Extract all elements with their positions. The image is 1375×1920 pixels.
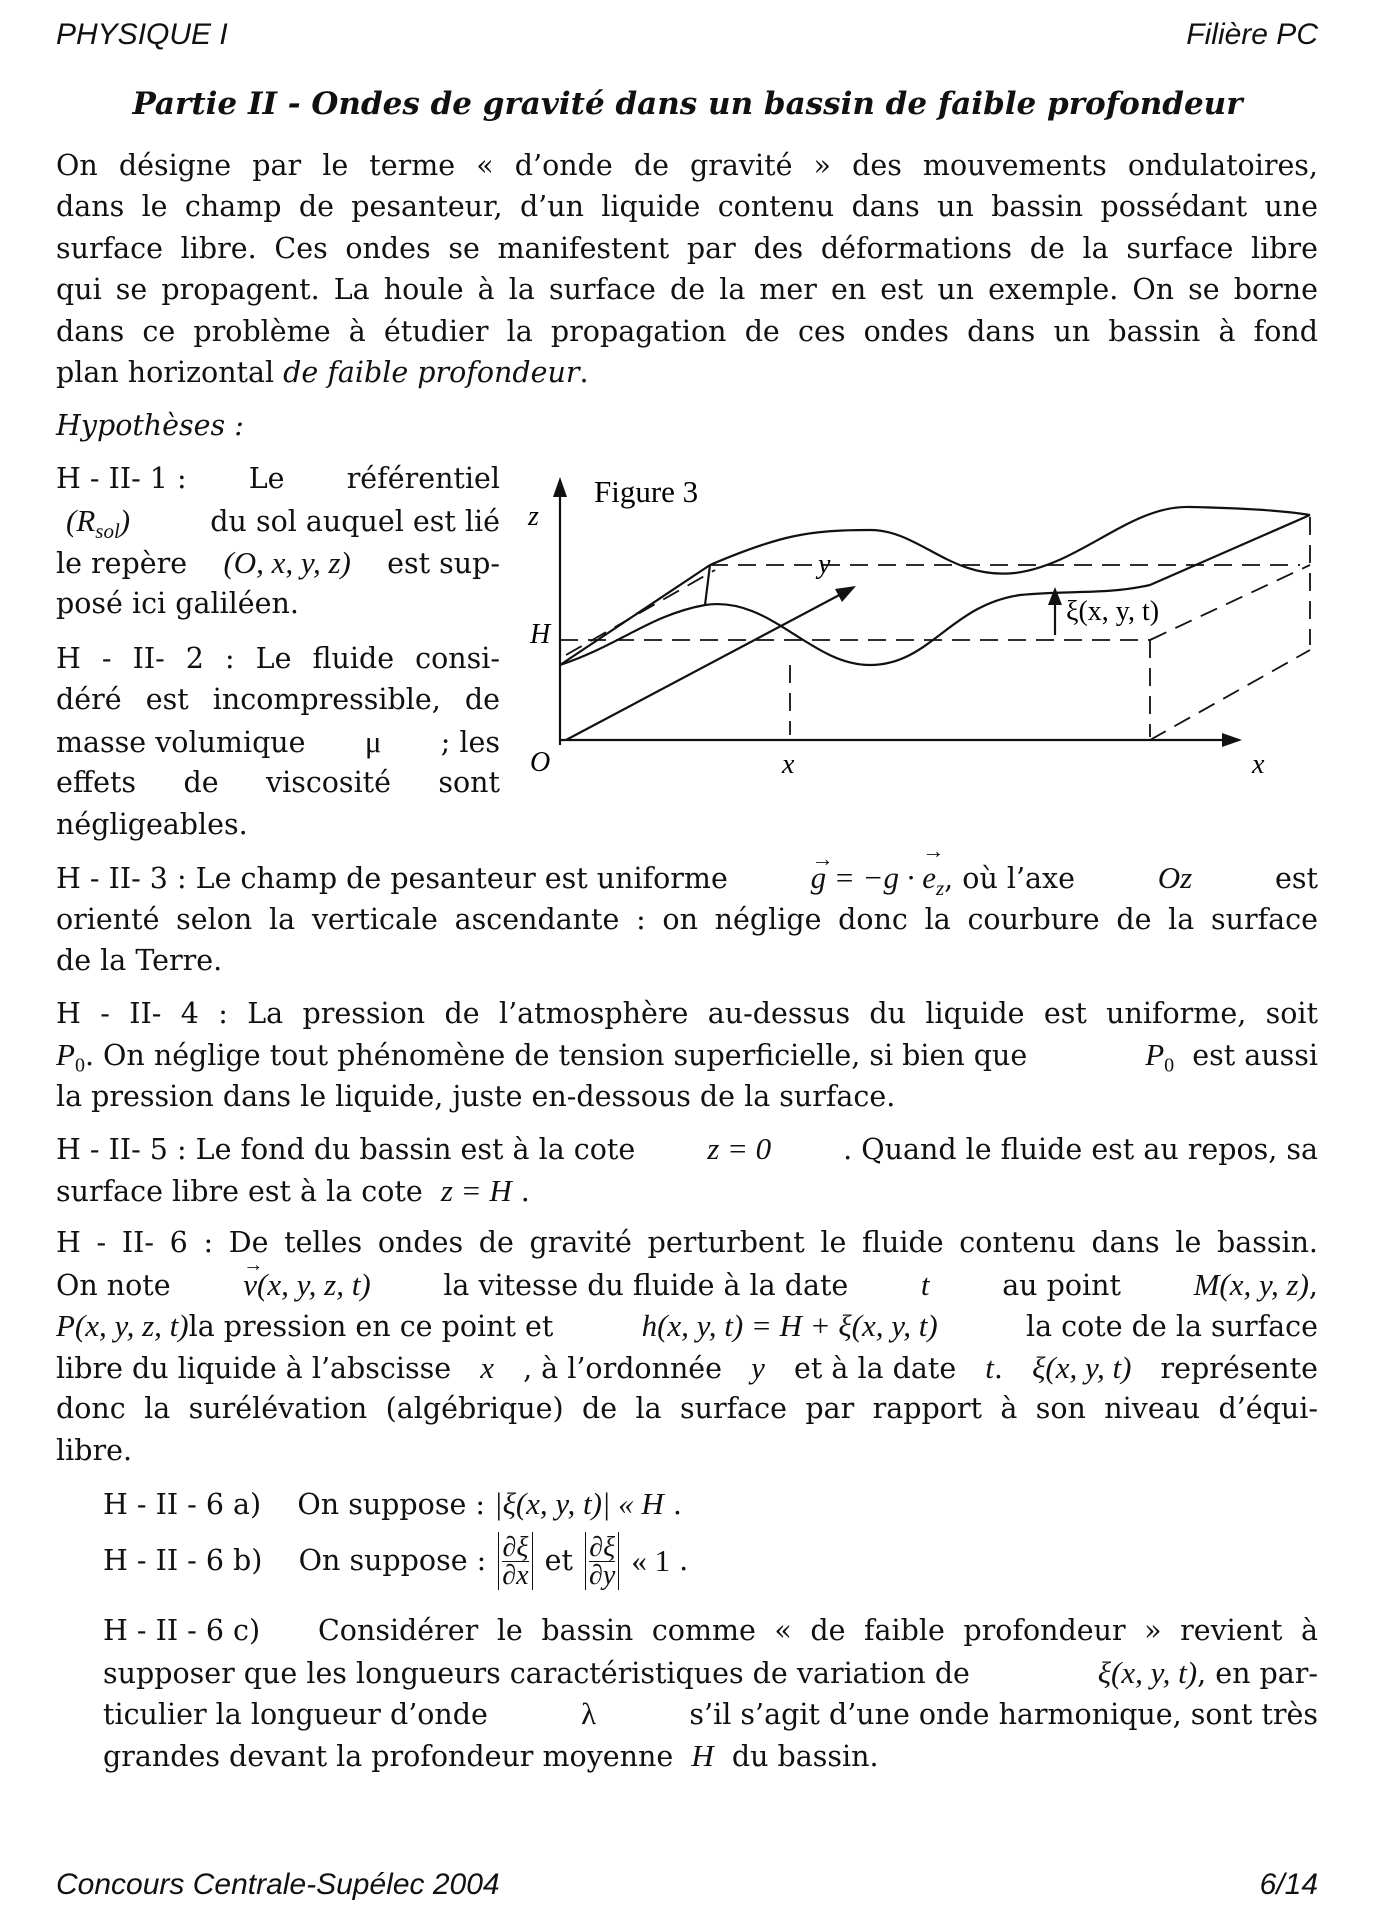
h2-mu-line (56, 721, 500, 764)
r-sol-sub: sol (95, 519, 120, 544)
h6-line-2 (56, 1254, 1318, 1307)
h6b-label: H - II - 6 b) (103, 1544, 263, 1578)
intro-line: qui se propagent. La houle à la surface de la mer en est un exemple. On se borne (56, 273, 1318, 306)
h6c-label: H - II - 6 c) (103, 1614, 261, 1647)
h6c-line-2 (103, 1652, 1318, 1695)
r-sol-close: ) (119, 503, 131, 538)
back-surface-curve (710, 507, 1310, 574)
h6b-line (103, 1526, 688, 1596)
h6-line-5: donc la surélévation (algébrique) de la surface par rapport à son niveau d’équi- (56, 1392, 1318, 1425)
h6b-compare: « 1 (631, 1543, 671, 1579)
h1-label: H - II- 1 : (56, 462, 187, 495)
z-axis-label: z (528, 501, 539, 532)
figure-label: Figure 3 (594, 474, 699, 509)
xi-label: ξ(x, y, t) (1066, 596, 1160, 627)
t-math: t (920, 1267, 930, 1302)
x-math: x (480, 1350, 494, 1385)
vector-arrow-icon: → (811, 846, 834, 871)
z-zero-math: z = 0 (707, 1131, 772, 1166)
h6-line-4-c: et à la date (794, 1352, 957, 1385)
abs-bar (498, 1532, 499, 1590)
h6c-line-1-text: Considérer le bassin comme « de faible profondeur » revient à (318, 1614, 1318, 1647)
abs-bar (618, 1532, 619, 1590)
intro-last-text: plan horizontal (56, 356, 284, 389)
h6a-label: H - II - 6 a) (103, 1488, 262, 1521)
h1-line-4: posé ici galiléen. (56, 587, 299, 620)
intro-last-italic: de faible profondeur (283, 356, 580, 389)
h6-line-4-d: . (993, 1352, 1003, 1385)
h6a-math: |ξ(x, y, t)| « H (494, 1486, 664, 1521)
h2-line: négligeables. (56, 808, 248, 841)
h5-a: H - II- 5 : Le fond du bassin est à la cote (56, 1133, 636, 1166)
h6b-end: . (679, 1544, 689, 1578)
e-vector-sub: z (935, 876, 945, 901)
y-axis-label: y (818, 549, 831, 580)
h6-au-point: au point (1002, 1269, 1121, 1302)
abs-bar (532, 1532, 533, 1590)
h1-line-3 (56, 542, 500, 585)
h3-mid: , où l’axe (944, 862, 1075, 895)
h4-line-2-a: . On néglige tout phénomène de tension superficielle, si bien que (84, 1039, 1028, 1072)
h6-line-4-a: libre du liquide à l’abscisse (56, 1352, 452, 1385)
h2-line: déré est incompressible, de (56, 683, 500, 716)
h4-line-3: la pression dans le liquide, juste en-dessous de la surface. (56, 1080, 896, 1113)
h6-line-3 (56, 1305, 1318, 1348)
intro-last-end: . (579, 356, 589, 389)
h6-line-3-a: la pression en ce point et (188, 1310, 554, 1343)
dxi-dx-fraction (502, 1531, 529, 1591)
r-sol-r: (R (66, 503, 96, 538)
h6c-line-4-a: grandes devant la profondeur moyenne (103, 1740, 674, 1773)
h1-line-3-head: le repère (56, 547, 188, 580)
h6a-end: . (672, 1488, 682, 1521)
h6c-line-2-a: supposer que les longueurs caractéristiques de variation de (103, 1657, 970, 1690)
p0-symbol: P (1145, 1037, 1165, 1072)
h6-line-4 (56, 1347, 1318, 1390)
left-dashed-diagonal (566, 570, 715, 655)
p-math: P(x, y, z, t) (56, 1308, 189, 1343)
h2-mu-tail: ; les (440, 726, 500, 759)
hypotheses-label: Hypothèses : (56, 409, 244, 442)
x-tick-label: x (782, 749, 795, 780)
h6c-line-3-b: s’il s’agit d’une onde harmonique, sont très (689, 1698, 1318, 1731)
H-label: H (530, 619, 551, 650)
v-vector: v (243, 1267, 258, 1302)
header-right: Filière PC (1186, 18, 1318, 51)
h3-tail: est (1275, 862, 1318, 895)
h6-line-4-b: , à l’ordonnée (523, 1352, 723, 1385)
m-comma: , (1308, 1269, 1318, 1302)
h3-head: H - II- 3 : Le champ de pesanteur est uniforme (56, 862, 728, 895)
m-point-math: M(x, y, z) (1193, 1267, 1309, 1302)
intro-line: surface libre. Ces ondes se manifestent par des déformations de la surface libre (56, 232, 1318, 265)
figure-3 (510, 455, 1330, 815)
h6c-line-3 (103, 1693, 1318, 1736)
xi-math: ξ(x, y, t) (1032, 1350, 1132, 1385)
p0-symbol: P (56, 1037, 75, 1072)
h1-line-3-tail: est sup- (387, 547, 500, 580)
front-surface-curve (560, 585, 1150, 665)
h-equation: h(x, y, t) = H + ξ(x, y, t) (641, 1308, 938, 1343)
g-equals: = −g · (833, 860, 915, 895)
intro-last-line (56, 352, 1318, 394)
h1-line-2-tail: du sol auquel est lié (210, 505, 500, 538)
h3-line-3: de la Terre. (56, 944, 223, 977)
left-vertical-edge (705, 565, 710, 605)
m-point (1194, 1264, 1318, 1307)
h6-on-note: On note (56, 1269, 171, 1302)
h1-word: référentiel (346, 462, 500, 495)
y-math: y (751, 1350, 765, 1385)
z-h-math: z = H (440, 1173, 512, 1208)
H-math: H (691, 1738, 714, 1773)
h6-line-3-start (56, 1305, 553, 1348)
mu-symbol: μ (364, 724, 382, 759)
lambda-symbol: λ (581, 1696, 597, 1731)
e-vector: e (922, 860, 936, 895)
t-math: t (985, 1350, 994, 1385)
frac-numerator: ∂ξ (589, 1531, 616, 1563)
frac-denominator: ∂y (589, 1559, 616, 1591)
O-label: O (530, 747, 551, 778)
x-axis-arrowhead (1222, 733, 1242, 747)
abs-bar (585, 1532, 586, 1590)
y-axis-arrowhead (835, 586, 856, 602)
right-dashed-diagonal (1150, 565, 1310, 640)
h6-line-1: H - II- 6 : De telles ondes de gravité perturbent le fluide contenu dans le bassin. (56, 1226, 1318, 1259)
h6a-line (103, 1483, 682, 1526)
h6c-line-3-a: ticulier la longueur d’onde (103, 1698, 488, 1731)
h3-line-2: orienté selon la verticale ascendante : on néglige donc la courbure de la surface (56, 903, 1318, 936)
footer-left: Concours Centrale-Supélec 2004 (56, 1868, 500, 1901)
vector-arrow-icon: → (922, 838, 945, 863)
h6-line-4-e: représente (1160, 1352, 1318, 1385)
p0-sub: 0 (1164, 1054, 1175, 1077)
h5-c: surface libre est à la cote (56, 1175, 423, 1208)
h6c-xi (1098, 1652, 1318, 1695)
h6b-et: et (544, 1544, 573, 1578)
bottom-right-dashed-diagonal (1150, 650, 1310, 740)
velocity-math (243, 1254, 371, 1306)
intro-line: dans le champ de pesanteur, d’un liquide contenu dans un bassin possédant une (56, 190, 1318, 223)
h6-line-6: libre. (56, 1434, 133, 1467)
xi-arrowhead (1048, 587, 1062, 605)
h2-mu-head: masse volumique (56, 726, 306, 759)
frac-numerator: ∂ξ (502, 1531, 529, 1563)
xi-math: ξ(x, y, t) (1097, 1655, 1198, 1690)
oz-axis: Oz (1157, 860, 1193, 895)
h6b-text: On suppose : (298, 1544, 487, 1578)
h6-line-3-b: la cote de la surface (1026, 1310, 1318, 1343)
vector-arrow-icon: → (243, 1254, 264, 1276)
footer-right: 6/14 (1259, 1868, 1318, 1901)
t-end (985, 1347, 1003, 1390)
h6c-line-4-b: du bassin. (731, 1740, 879, 1773)
h1-word: Le (248, 462, 285, 495)
h6c-line-4 (103, 1735, 1318, 1778)
intro-line: dans ce problème à étudier la propagation de ces ondes dans un bassin à fond (56, 315, 1318, 348)
h2-line: effets de viscosité sont (56, 766, 500, 799)
h2-line: H - II- 2 : Le fluide consi- (56, 642, 500, 675)
p0-sub: 0 (74, 1054, 85, 1077)
h6c-line-2-b: , en par- (1197, 1657, 1318, 1690)
h4-line-1: H - II- 4 : La pression de l’atmosphère au-dessus du liquide est uniforme, soit (56, 997, 1318, 1030)
h1-line-1 (56, 458, 500, 500)
frac-denominator: ∂x (502, 1559, 529, 1591)
right-surface-edge (1150, 515, 1310, 585)
y-axis (566, 592, 845, 740)
h5-b: . Quand le fluide est au repos, sa (843, 1133, 1318, 1166)
section-title: Partie II - Ondes de gravité dans un bassin de faible profondeur (132, 86, 1243, 122)
h5-line-1 (56, 1128, 1318, 1171)
intro-line: On désigne par le terme « d’onde de gravité » des mouvements ondulatoires, (56, 149, 1318, 182)
h5-d: . (520, 1175, 530, 1208)
v-args: (x, y, z, t) (257, 1267, 371, 1302)
g-vector: g (810, 860, 827, 895)
z-axis-arrowhead (553, 477, 567, 497)
h6c-line-1 (103, 1610, 1318, 1652)
left-surface-edge (560, 565, 710, 665)
h5-line-2 (56, 1170, 1318, 1213)
h6a-text: On suppose : (297, 1488, 485, 1521)
x-axis-label: x (1252, 749, 1265, 780)
dxi-dy-fraction (589, 1531, 616, 1591)
header-left: PHYSIQUE I (56, 18, 228, 51)
h4-line-2-b: est aussi (1192, 1039, 1318, 1072)
h6-line-2-mid: la vitesse du fluide à la date (443, 1269, 849, 1302)
repere-math: (O, x, y, z) (223, 545, 351, 580)
